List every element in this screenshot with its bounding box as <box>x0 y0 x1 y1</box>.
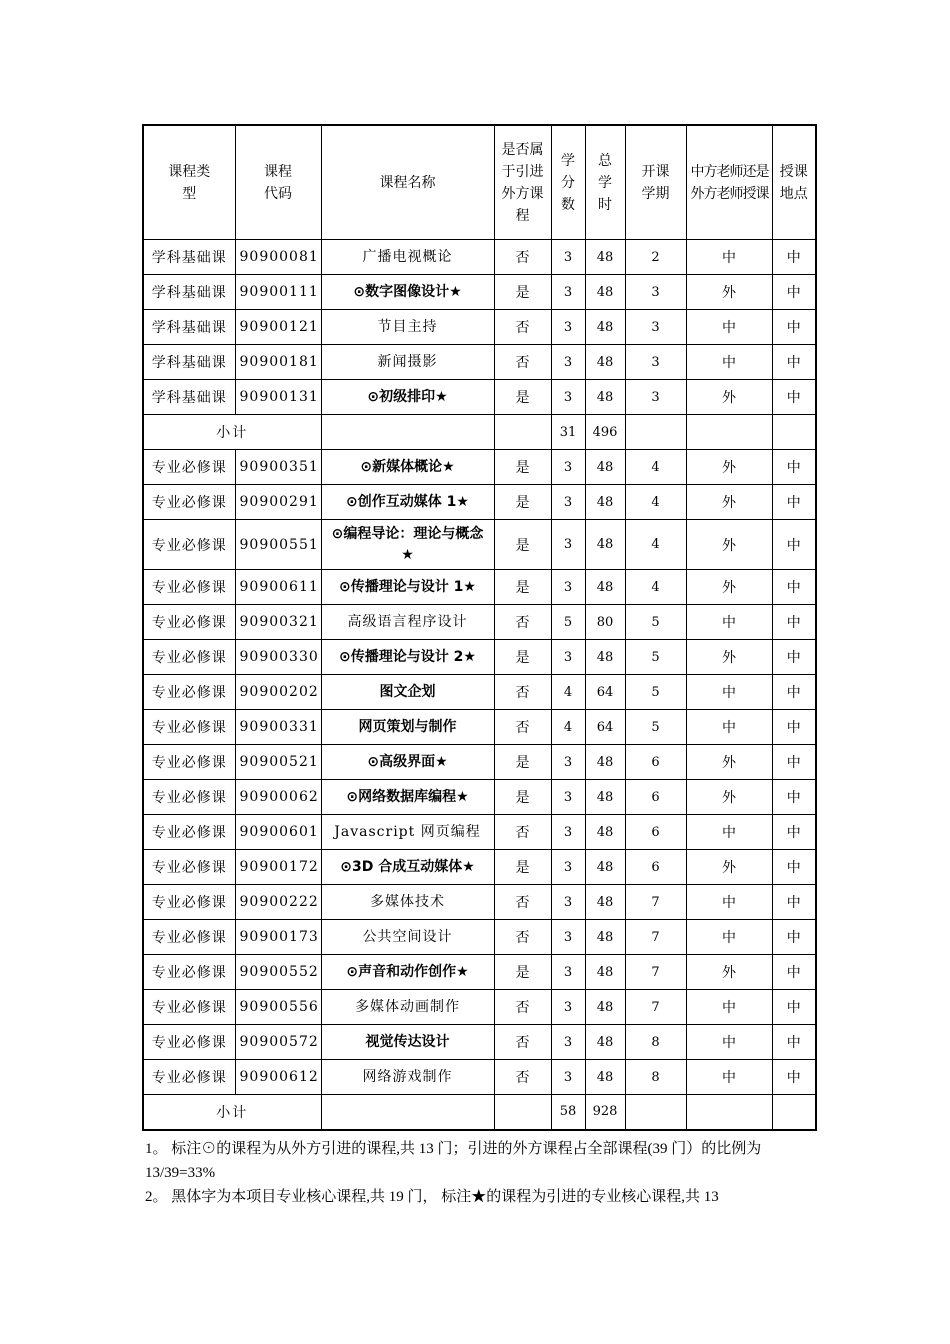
course-name-cell: 网络游戏制作 <box>321 1060 494 1095</box>
subtotal-empty-cell <box>494 1095 551 1130</box>
teacher-cell: 外 <box>686 570 772 605</box>
course-name-cell: 新闻摄影 <box>321 345 494 380</box>
course-code-cell: 90900062 <box>235 780 321 815</box>
semester-cell: 3 <box>625 380 686 415</box>
course-row <box>143 240 816 275</box>
curriculum-table <box>142 124 817 1131</box>
course-code-cell: 90900331 <box>235 710 321 745</box>
header-semester: 开课学期 <box>625 125 686 240</box>
credits-cell: 4 <box>551 710 585 745</box>
foreign-course-cell: 否 <box>494 920 551 955</box>
location-cell: 中 <box>772 885 816 920</box>
course-row <box>143 675 816 710</box>
semester-cell: 7 <box>625 920 686 955</box>
location-cell: 中 <box>772 920 816 955</box>
foreign-course-cell: 是 <box>494 275 551 310</box>
course-code-cell: 90900121 <box>235 310 321 345</box>
course-row <box>143 640 816 675</box>
course-type-cell: 学科基础课 <box>143 380 235 415</box>
course-name-cell: ⊙传播理论与设计 1★ <box>321 570 494 605</box>
course-code-cell: 90900601 <box>235 815 321 850</box>
course-name-cell: ⊙网络数据库编程★ <box>321 780 494 815</box>
credits-cell: 3 <box>551 275 585 310</box>
semester-cell: 5 <box>625 605 686 640</box>
course-row <box>143 745 816 780</box>
course-type-cell: 专业必修课 <box>143 815 235 850</box>
total-hours-cell: 48 <box>585 955 625 990</box>
course-type-cell: 专业必修课 <box>143 485 235 520</box>
foreign-course-cell: 是 <box>494 640 551 675</box>
credits-cell: 3 <box>551 955 585 990</box>
location-cell: 中 <box>772 815 816 850</box>
course-code-cell: 90900222 <box>235 885 321 920</box>
subtotal-label: 小计 <box>143 415 321 450</box>
teacher-cell: 外 <box>686 745 772 780</box>
course-name-cell: ⊙编程导论：理论与概念★ <box>321 520 494 570</box>
course-name-cell: ⊙传播理论与设计 2★ <box>321 640 494 675</box>
course-type-cell: 学科基础课 <box>143 275 235 310</box>
semester-cell: 5 <box>625 675 686 710</box>
location-cell: 中 <box>772 570 816 605</box>
total-hours-cell: 48 <box>585 745 625 780</box>
total-hours-cell: 64 <box>585 710 625 745</box>
course-row <box>143 815 816 850</box>
foreign-course-cell: 是 <box>494 485 551 520</box>
location-cell: 中 <box>772 640 816 675</box>
course-type-cell: 专业必修课 <box>143 1060 235 1095</box>
course-row <box>143 955 816 990</box>
course-code-cell: 90900552 <box>235 955 321 990</box>
credits-cell: 4 <box>551 675 585 710</box>
course-code-cell: 90900572 <box>235 1025 321 1060</box>
total-hours-cell: 80 <box>585 605 625 640</box>
credits-cell: 3 <box>551 640 585 675</box>
course-row <box>143 605 816 640</box>
subtotal-empty-cell <box>321 415 494 450</box>
header-teacher: 中方老师还是外方老师授课 <box>686 125 772 240</box>
course-name-cell: 高级语言程序设计 <box>321 605 494 640</box>
course-name-cell: Javascript 网页编程 <box>321 815 494 850</box>
course-type-cell: 专业必修课 <box>143 640 235 675</box>
course-row <box>143 780 816 815</box>
location-cell: 中 <box>772 1060 816 1095</box>
course-type-cell: 专业必修课 <box>143 745 235 780</box>
credits-cell: 3 <box>551 745 585 780</box>
header-credits: 学分数 <box>551 125 585 240</box>
total-hours-cell: 48 <box>585 990 625 1025</box>
teacher-cell: 外 <box>686 850 772 885</box>
semester-cell: 7 <box>625 885 686 920</box>
semester-cell: 4 <box>625 520 686 570</box>
credits-cell: 3 <box>551 485 585 520</box>
course-type-cell: 专业必修课 <box>143 780 235 815</box>
foreign-course-cell: 否 <box>494 240 551 275</box>
foreign-course-cell: 是 <box>494 570 551 605</box>
course-type-cell: 专业必修课 <box>143 520 235 570</box>
teacher-cell: 外 <box>686 485 772 520</box>
course-code-cell: 90900111 <box>235 275 321 310</box>
semester-cell: 8 <box>625 1025 686 1060</box>
credits-cell: 3 <box>551 240 585 275</box>
foreign-course-cell: 是 <box>494 745 551 780</box>
course-name-cell: 多媒体技术 <box>321 885 494 920</box>
subtotal-row <box>143 1095 816 1130</box>
header-total-hours: 总学时 <box>585 125 625 240</box>
teacher-cell: 中 <box>686 885 772 920</box>
course-code-cell: 90900081 <box>235 240 321 275</box>
total-hours-cell: 48 <box>585 345 625 380</box>
location-cell: 中 <box>772 850 816 885</box>
course-row <box>143 520 816 570</box>
foreign-course-cell: 否 <box>494 675 551 710</box>
course-row <box>143 990 816 1025</box>
footnote-1: 1。 标注⊙的课程为从外方引进的课程,共 13 门；引进的外方课程占全部课程(39 门）的比例为 13/39=33% <box>145 1141 762 1181</box>
location-cell: 中 <box>772 710 816 745</box>
course-type-cell: 学科基础课 <box>143 240 235 275</box>
semester-cell: 8 <box>625 1060 686 1095</box>
subtotal-hours: 496 <box>585 415 625 450</box>
course-type-cell: 专业必修课 <box>143 920 235 955</box>
semester-cell: 4 <box>625 450 686 485</box>
semester-cell: 3 <box>625 310 686 345</box>
foreign-course-cell: 否 <box>494 815 551 850</box>
foreign-course-cell: 否 <box>494 1060 551 1095</box>
total-hours-cell: 48 <box>585 780 625 815</box>
credits-cell: 3 <box>551 885 585 920</box>
course-name-cell: ⊙创作互动媒体 1★ <box>321 485 494 520</box>
subtotal-hours: 928 <box>585 1095 625 1130</box>
semester-cell: 4 <box>625 570 686 605</box>
total-hours-cell: 48 <box>585 1060 625 1095</box>
course-row <box>143 570 816 605</box>
subtotal-empty-cell <box>686 1095 772 1130</box>
course-type-cell: 专业必修课 <box>143 570 235 605</box>
course-code-cell: 90900551 <box>235 520 321 570</box>
total-hours-cell: 48 <box>585 570 625 605</box>
semester-cell: 3 <box>625 345 686 380</box>
foreign-course-cell: 是 <box>494 955 551 990</box>
course-code-cell: 90900351 <box>235 450 321 485</box>
subtotal-empty-cell <box>494 415 551 450</box>
location-cell: 中 <box>772 485 816 520</box>
foreign-course-cell: 否 <box>494 710 551 745</box>
location-cell: 中 <box>772 955 816 990</box>
subtotal-empty-cell <box>772 415 816 450</box>
foreign-course-cell: 否 <box>494 345 551 380</box>
foreign-course-cell: 否 <box>494 605 551 640</box>
location-cell: 中 <box>772 990 816 1025</box>
course-name-cell: ⊙初级排印★ <box>321 380 494 415</box>
location-cell: 中 <box>772 520 816 570</box>
semester-cell: 5 <box>625 640 686 675</box>
foreign-course-cell: 否 <box>494 990 551 1025</box>
credits-cell: 3 <box>551 1025 585 1060</box>
course-type-cell: 专业必修课 <box>143 1025 235 1060</box>
location-cell: 中 <box>772 1025 816 1060</box>
teacher-cell: 外 <box>686 520 772 570</box>
course-code-cell: 90900611 <box>235 570 321 605</box>
subtotal-empty-cell <box>321 1095 494 1130</box>
header-course-code: 课程代码 <box>235 125 321 240</box>
foreign-course-cell: 是 <box>494 520 551 570</box>
course-name-cell: ⊙高级界面★ <box>321 745 494 780</box>
table-body <box>143 240 816 1130</box>
location-cell: 中 <box>772 380 816 415</box>
semester-cell: 6 <box>625 745 686 780</box>
course-name-cell: 网页策划与制作 <box>321 710 494 745</box>
header-course-type: 课程类型 <box>143 125 235 240</box>
subtotal-label: 小计 <box>143 1095 321 1130</box>
teacher-cell: 中 <box>686 710 772 745</box>
credits-cell: 3 <box>551 815 585 850</box>
credits-cell: 3 <box>551 345 585 380</box>
course-row <box>143 345 816 380</box>
teacher-cell: 外 <box>686 450 772 485</box>
teacher-cell: 外 <box>686 640 772 675</box>
semester-cell: 2 <box>625 240 686 275</box>
course-row <box>143 1025 816 1060</box>
teacher-cell: 中 <box>686 345 772 380</box>
semester-cell: 5 <box>625 710 686 745</box>
total-hours-cell: 48 <box>585 275 625 310</box>
course-row <box>143 275 816 310</box>
foreign-course-cell: 否 <box>494 1025 551 1060</box>
course-code-cell: 90900172 <box>235 850 321 885</box>
location-cell: 中 <box>772 605 816 640</box>
subtotal-empty-cell <box>625 415 686 450</box>
credits-cell: 3 <box>551 570 585 605</box>
curriculum-table-container <box>142 124 817 1131</box>
total-hours-cell: 48 <box>585 920 625 955</box>
total-hours-cell: 64 <box>585 675 625 710</box>
course-row <box>143 310 816 345</box>
course-type-cell: 专业必修课 <box>143 990 235 1025</box>
total-hours-cell: 48 <box>585 850 625 885</box>
semester-cell: 6 <box>625 850 686 885</box>
credits-cell: 3 <box>551 380 585 415</box>
header-course-name: 课程名称 <box>321 125 494 240</box>
credits-cell: 3 <box>551 780 585 815</box>
credits-cell: 3 <box>551 850 585 885</box>
teacher-cell: 中 <box>686 815 772 850</box>
teacher-cell: 中 <box>686 240 772 275</box>
credits-cell: 3 <box>551 520 585 570</box>
foreign-course-cell: 是 <box>494 450 551 485</box>
credits-cell: 3 <box>551 450 585 485</box>
subtotal-credits: 58 <box>551 1095 585 1130</box>
location-cell: 中 <box>772 345 816 380</box>
course-type-cell: 专业必修课 <box>143 850 235 885</box>
course-row <box>143 710 816 745</box>
foreign-course-cell: 是 <box>494 780 551 815</box>
total-hours-cell: 48 <box>585 240 625 275</box>
course-code-cell: 90900330 <box>235 640 321 675</box>
course-name-cell: 图文企划 <box>321 675 494 710</box>
course-name-cell: 公共空间设计 <box>321 920 494 955</box>
course-name-cell: 视觉传达设计 <box>321 1025 494 1060</box>
course-type-cell: 专业必修课 <box>143 885 235 920</box>
course-type-cell: 专业必修课 <box>143 675 235 710</box>
subtotal-credits: 31 <box>551 415 585 450</box>
total-hours-cell: 48 <box>585 640 625 675</box>
course-row <box>143 380 816 415</box>
credits-cell: 3 <box>551 920 585 955</box>
teacher-cell: 外 <box>686 780 772 815</box>
location-cell: 中 <box>772 275 816 310</box>
total-hours-cell: 48 <box>585 520 625 570</box>
total-hours-cell: 48 <box>585 310 625 345</box>
course-code-cell: 90900202 <box>235 675 321 710</box>
semester-cell: 6 <box>625 780 686 815</box>
teacher-cell: 外 <box>686 275 772 310</box>
subtotal-empty-cell <box>772 1095 816 1130</box>
course-code-cell: 90900173 <box>235 920 321 955</box>
semester-cell: 6 <box>625 815 686 850</box>
total-hours-cell: 48 <box>585 885 625 920</box>
credits-cell: 3 <box>551 1060 585 1095</box>
foreign-course-cell: 是 <box>494 380 551 415</box>
teacher-cell: 外 <box>686 955 772 990</box>
location-cell: 中 <box>772 240 816 275</box>
total-hours-cell: 48 <box>585 815 625 850</box>
credits-cell: 5 <box>551 605 585 640</box>
course-name-cell: ⊙3D 合成互动媒体★ <box>321 850 494 885</box>
course-code-cell: 90900291 <box>235 485 321 520</box>
header-foreign-course: 是否属于引进外方课程 <box>494 125 551 240</box>
course-name-cell: ⊙声音和动作创作★ <box>321 955 494 990</box>
course-row <box>143 885 816 920</box>
course-name-cell: ⊙新媒体概论★ <box>321 450 494 485</box>
course-name-cell: 节目主持 <box>321 310 494 345</box>
teacher-cell: 中 <box>686 990 772 1025</box>
total-hours-cell: 48 <box>585 450 625 485</box>
total-hours-cell: 48 <box>585 1025 625 1060</box>
course-code-cell: 90900321 <box>235 605 321 640</box>
subtotal-empty-cell <box>686 415 772 450</box>
teacher-cell: 中 <box>686 675 772 710</box>
total-hours-cell: 48 <box>585 485 625 520</box>
teacher-cell: 中 <box>686 605 772 640</box>
footnote-2: 2。 黑体字为本项目专业核心课程,共 19 门， 标注★的课程为引进的专业核心课程,共 13 <box>145 1189 719 1205</box>
foreign-course-cell: 否 <box>494 310 551 345</box>
course-row <box>143 485 816 520</box>
course-type-cell: 专业必修课 <box>143 710 235 745</box>
course-type-cell: 专业必修课 <box>143 450 235 485</box>
total-hours-cell: 48 <box>585 380 625 415</box>
semester-cell: 3 <box>625 275 686 310</box>
table-header <box>143 125 816 240</box>
course-code-cell: 90900521 <box>235 745 321 780</box>
course-type-cell: 学科基础课 <box>143 345 235 380</box>
teacher-cell: 外 <box>686 380 772 415</box>
foreign-course-cell: 是 <box>494 850 551 885</box>
location-cell: 中 <box>772 675 816 710</box>
footnotes <box>145 1137 810 1209</box>
course-row <box>143 850 816 885</box>
course-row <box>143 1060 816 1095</box>
course-row <box>143 920 816 955</box>
course-name-cell: 多媒体动画制作 <box>321 990 494 1025</box>
course-name-cell: 广播电视概论 <box>321 240 494 275</box>
subtotal-row <box>143 415 816 450</box>
course-code-cell: 90900556 <box>235 990 321 1025</box>
location-cell: 中 <box>772 450 816 485</box>
course-name-cell: ⊙数字图像设计★ <box>321 275 494 310</box>
credits-cell: 3 <box>551 990 585 1025</box>
location-cell: 中 <box>772 780 816 815</box>
course-type-cell: 专业必修课 <box>143 605 235 640</box>
semester-cell: 7 <box>625 955 686 990</box>
course-code-cell: 90900612 <box>235 1060 321 1095</box>
teacher-cell: 中 <box>686 1060 772 1095</box>
course-code-cell: 90900131 <box>235 380 321 415</box>
foreign-course-cell: 否 <box>494 885 551 920</box>
course-row <box>143 450 816 485</box>
location-cell: 中 <box>772 745 816 780</box>
location-cell: 中 <box>772 310 816 345</box>
teacher-cell: 中 <box>686 310 772 345</box>
semester-cell: 4 <box>625 485 686 520</box>
teacher-cell: 中 <box>686 920 772 955</box>
course-type-cell: 学科基础课 <box>143 310 235 345</box>
teacher-cell: 中 <box>686 1025 772 1060</box>
subtotal-empty-cell <box>625 1095 686 1130</box>
header-location: 授课地点 <box>772 125 816 240</box>
course-code-cell: 90900181 <box>235 345 321 380</box>
credits-cell: 3 <box>551 310 585 345</box>
semester-cell: 7 <box>625 990 686 1025</box>
course-type-cell: 专业必修课 <box>143 955 235 990</box>
